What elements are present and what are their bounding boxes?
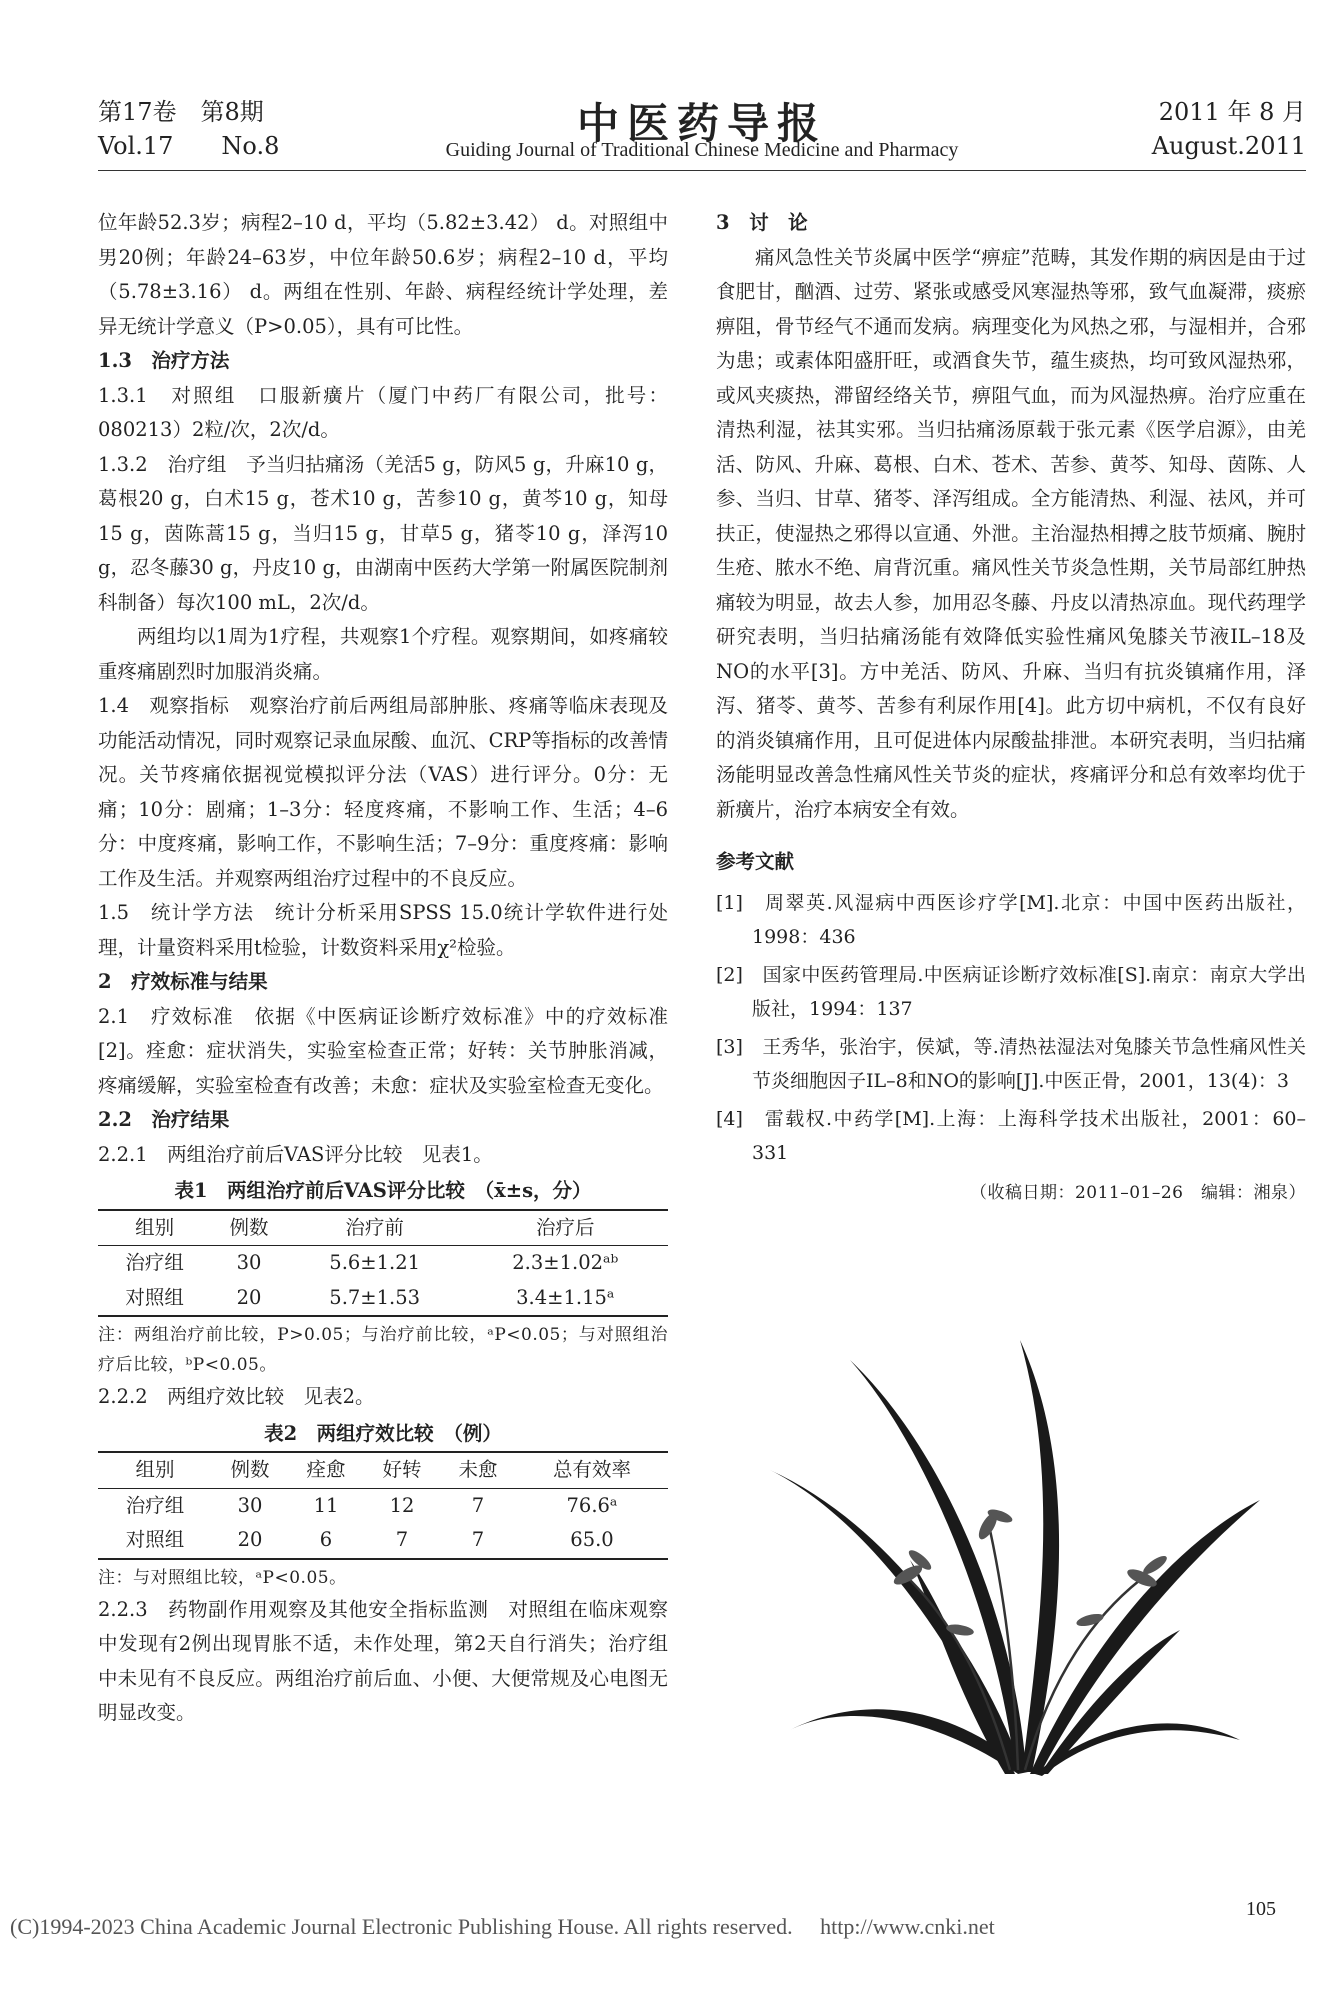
issue-date-en: August.2011 <box>1151 132 1306 160</box>
table-header-row <box>98 1452 668 1488</box>
table-cell: 20 <box>237 1528 263 1551</box>
right-column <box>716 206 1306 1210</box>
table-cell: 7 <box>471 1528 485 1551</box>
table-header-cell: 组别 <box>98 1452 212 1488</box>
page-header <box>98 95 1306 171</box>
table-header-cell: 好转 <box>364 1452 440 1488</box>
table-cell: 治疗组 <box>125 1251 184 1274</box>
reference-item: [1] 周翠英.风湿病中西医诊疗学[M].北京：中国中医药出版社，1998：436 <box>716 891 1306 948</box>
left-column <box>98 206 668 1731</box>
table-cell: 76.6ᵃ <box>566 1493 618 1517</box>
table-cell: 65.0 <box>570 1528 614 1551</box>
table-2 <box>98 1451 668 1560</box>
issue-date <box>1152 95 1306 163</box>
section-1-3-heading: 1.3 治疗方法 <box>98 349 230 372</box>
orchid-illustration <box>760 1300 1280 1800</box>
paragraph-2-2-2: 2.2.2 两组疗效比较 见表2。 <box>98 1385 375 1408</box>
table-row <box>98 1488 668 1523</box>
table-header-cell: 未愈 <box>440 1452 516 1488</box>
table-2-note: 注：与对照组比较，ᵃP<0.05。 <box>98 1567 347 1588</box>
table-1 <box>98 1209 668 1318</box>
reference-item: [3] 王秀华，张治宇，侯斌，等.清热祛湿法对兔膝关节急性痛风性关节炎细胞因子IL–8和NO的影响[J].中医正骨，2001，13(4)：3 <box>716 1035 1306 1092</box>
section-2-heading: 2 疗效标准与结果 <box>98 970 268 993</box>
table-header-cell: 总有效率 <box>516 1452 668 1488</box>
copyright-notice: (C)1994-2023 China Academic Journal Electronic Publishing House. All rights reserved. http://www.cnki.net <box>10 1914 995 1939</box>
paragraph-demographics: 位年龄52.3岁；病程2–10 d，平均（5.82±3.42） d。对照组中男20例；年龄24–63岁，中位年龄50.6岁；病程2–10 d，平均（5.78±3.16） d。两组在性别、年龄、病程经统计学处理，差异无统计学意义（P>0.05），具有可比性。 <box>98 211 668 338</box>
table-row <box>98 1246 668 1281</box>
table-cell: 11 <box>313 1493 339 1517</box>
table-1-note: 注：两组治疗前比较，P>0.05；与治疗前比较，ᵃP<0.05；与对照组治疗后比较，ᵇP<0.05。 <box>98 1325 668 1375</box>
journal-title-en: Guiding Journal of Traditional Chinese Medicine and Pharmacy <box>445 139 959 161</box>
table-cell: 30 <box>237 1493 263 1517</box>
table-cell: 20 <box>236 1285 262 1309</box>
issue-date-cn: 2011 年 8 月 <box>1158 98 1306 126</box>
table-cell: 对照组 <box>125 1285 184 1309</box>
paragraph-course: 两组均以1周为1疗程，共观察1个疗程。观察期间，如疼痛较重疼痛剧烈时加服消炎痛。 <box>98 625 668 683</box>
page-number: 105 <box>1246 1898 1276 1920</box>
table-cell: 7 <box>471 1493 485 1517</box>
table-cell: 3.4±1.15ᵃ <box>516 1285 615 1309</box>
reference-item: [2] 国家中医药管理局.中医病证诊断疗效标准[S].南京：南京大学出版社，1994：137 <box>716 963 1306 1020</box>
table-cell: 6 <box>319 1528 333 1551</box>
references-heading: 参考文献 <box>716 850 795 873</box>
section-3-heading: 3 讨 论 <box>716 211 808 234</box>
paragraph-2-1: 2.1 疗效标准 依据《中医病证诊断疗效标准》中的疗效标准[2]。痊愈：症状消失，实验室检查正常；好转：关节肿胀消减，疼痛缓解，实验室检查有改善；未愈：症状及实验室检查无变化。 <box>98 1004 668 1097</box>
table-1-caption: 表1 两组治疗前后VAS评分比较 （x̄±s，分） <box>174 1179 592 1202</box>
paragraph-1-3-1: 1.3.1 对照组 口服新癀片（厦门中药厂有限公司，批号：080213）2粒/次，2次/d。 <box>98 383 668 441</box>
table-cell: 对照组 <box>125 1528 185 1551</box>
table-cell: 5.6±1.21 <box>329 1251 421 1274</box>
journal-title-cn: 中医药导报 <box>576 99 827 148</box>
table-header-cell: 治疗前 <box>287 1210 463 1246</box>
table-cell: 30 <box>236 1251 262 1274</box>
paragraph-2-2-3: 2.2.3 药物副作用观察及其他安全指标监测 对照组在临床观察中发现有2例出现胃胀不适，未作处理，第2天自行消失；治疗组中未见有不良反应。两组治疗前后血、小便、大便常规及心电图无明显改变。 <box>98 1597 668 1724</box>
table-header-cell: 痊愈 <box>288 1452 364 1488</box>
table-cell: 12 <box>389 1493 415 1517</box>
table-cell: 5.7±1.53 <box>329 1285 421 1309</box>
table-cell: 治疗组 <box>125 1493 185 1517</box>
table-header-cell: 组别 <box>98 1210 211 1246</box>
reference-item: [4] 雷载权.中药学[M].上海：上海科学技术出版社，2001：60–331 <box>716 1107 1306 1164</box>
paragraph-discussion: 痛风急性关节炎属中医学“痹症”范畴，其发作期的病因是由于过食肥甘，酗酒、过劳、紧张或感受风寒湿热等邪，致气血凝滞，痰瘀痹阻，骨节经气不通而发病。病理变化为风热之邪，与湿相并，合邪为患；或素体阳盛肝旺，或酒食失节，蕴生痰热，均可致风湿热邪，或风夹痰热，滞留经络关节，痹阻气血，而为风湿热痹。治疗应重在清热利湿，祛其实邪。当归拈痛汤原载于张元素《医学启源》，由羌活、防风、升麻、葛根、白术、苍术、苦参、黄芩、知母、茵陈、人参、当归、甘草、猪苓、泽泻组成。全方能清热、利湿、祛风，并可扶正，使湿热之邪得以宣通、外泄。主治湿热相搏之肢节烦痛、腕肘生疮、脓水不绝、肩背沉重。痛风性关节炎急性期，关节局部红肿热痛较为明显，故去人参，加用忍冬藤、丹皮以清热凉血。现代药理学研究表明，当归拈痛汤能有效降低实验性痛风兔膝关节液IL–18及NO的水平[3]。方中羌活、防风、升麻、当归有抗炎镇痛作用，泽泻、猪苓、黄芩、苦参有利尿作用[4]。此方切中病机，不仅有良好的消炎镇痛作用，且可促进体内尿酸盐排泄。本研究表明，当归拈痛汤能明显改善急性痛风性关节炎的症状，疼痛评分和总有效率均优于新癀片，治疗本病安全有效。 <box>716 245 1306 821</box>
received-date: （收稿日期：2011–01–26 编辑：湘泉） <box>969 1182 1306 1203</box>
volume-issue-en: Vol.17 No.8 <box>98 132 280 160</box>
table-row <box>98 1523 668 1559</box>
paragraph-1-3-2: 1.3.2 治疗组 予当归拈痛汤（羌活5 g，防风5 g，升麻10 g，葛根20 g，白术15 g，苍术10 g，苦参10 g，黄芩10 g，知母15 g，茵陈蒿15 g，当归15 g，甘草5 g，猪苓10 g，泽泻10 g，忍冬藤30 g，丹皮10 g，由湖南中医药大学第一附属医院制剂科制备）每次100 mL，2次/d。 <box>98 452 668 614</box>
table-row <box>98 1281 668 1317</box>
paragraph-1-5: 1.5 统计学方法 统计分析采用SPSS 15.0统计学软件进行处理，计量资料采用t检验，计数资料采用χ²检验。 <box>98 901 668 959</box>
paragraph-2-2-1: 2.2.1 两组治疗前后VAS评分比较 见表1。 <box>98 1142 493 1166</box>
table-header-cell: 例数 <box>211 1210 287 1246</box>
section-2-2-heading: 2.2 治疗结果 <box>98 1108 230 1131</box>
table-cell: 7 <box>395 1528 409 1551</box>
paragraph-1-4: 1.4 观察指标 观察治疗前后两组局部肿胀、疼痛等临床表现及功能活动情况，同时观察记录血尿酸、血沉、CRP等指标的改善情况。关节疼痛依据视觉模拟评分法（VAS）进行评分。0分：无痛；10分：剧痛；1–3分：轻度疼痛，不影响工作、生活；4–6分：中度疼痛，影响工作，不影响生活；7–9分：重度疼痛：影响工作及生活。并观察两组治疗过程中的不良反应。 <box>98 694 668 890</box>
volume-issue-cn: 第17卷 第8期 <box>98 98 264 126</box>
table-header-row <box>98 1210 668 1246</box>
table-cell: 2.3±1.02ᵃᵇ <box>512 1251 619 1274</box>
table-header-cell: 治疗后 <box>463 1210 668 1246</box>
table-header-cell: 例数 <box>212 1452 288 1488</box>
table-2-caption: 表2 两组疗效比较 （例） <box>264 1421 502 1445</box>
